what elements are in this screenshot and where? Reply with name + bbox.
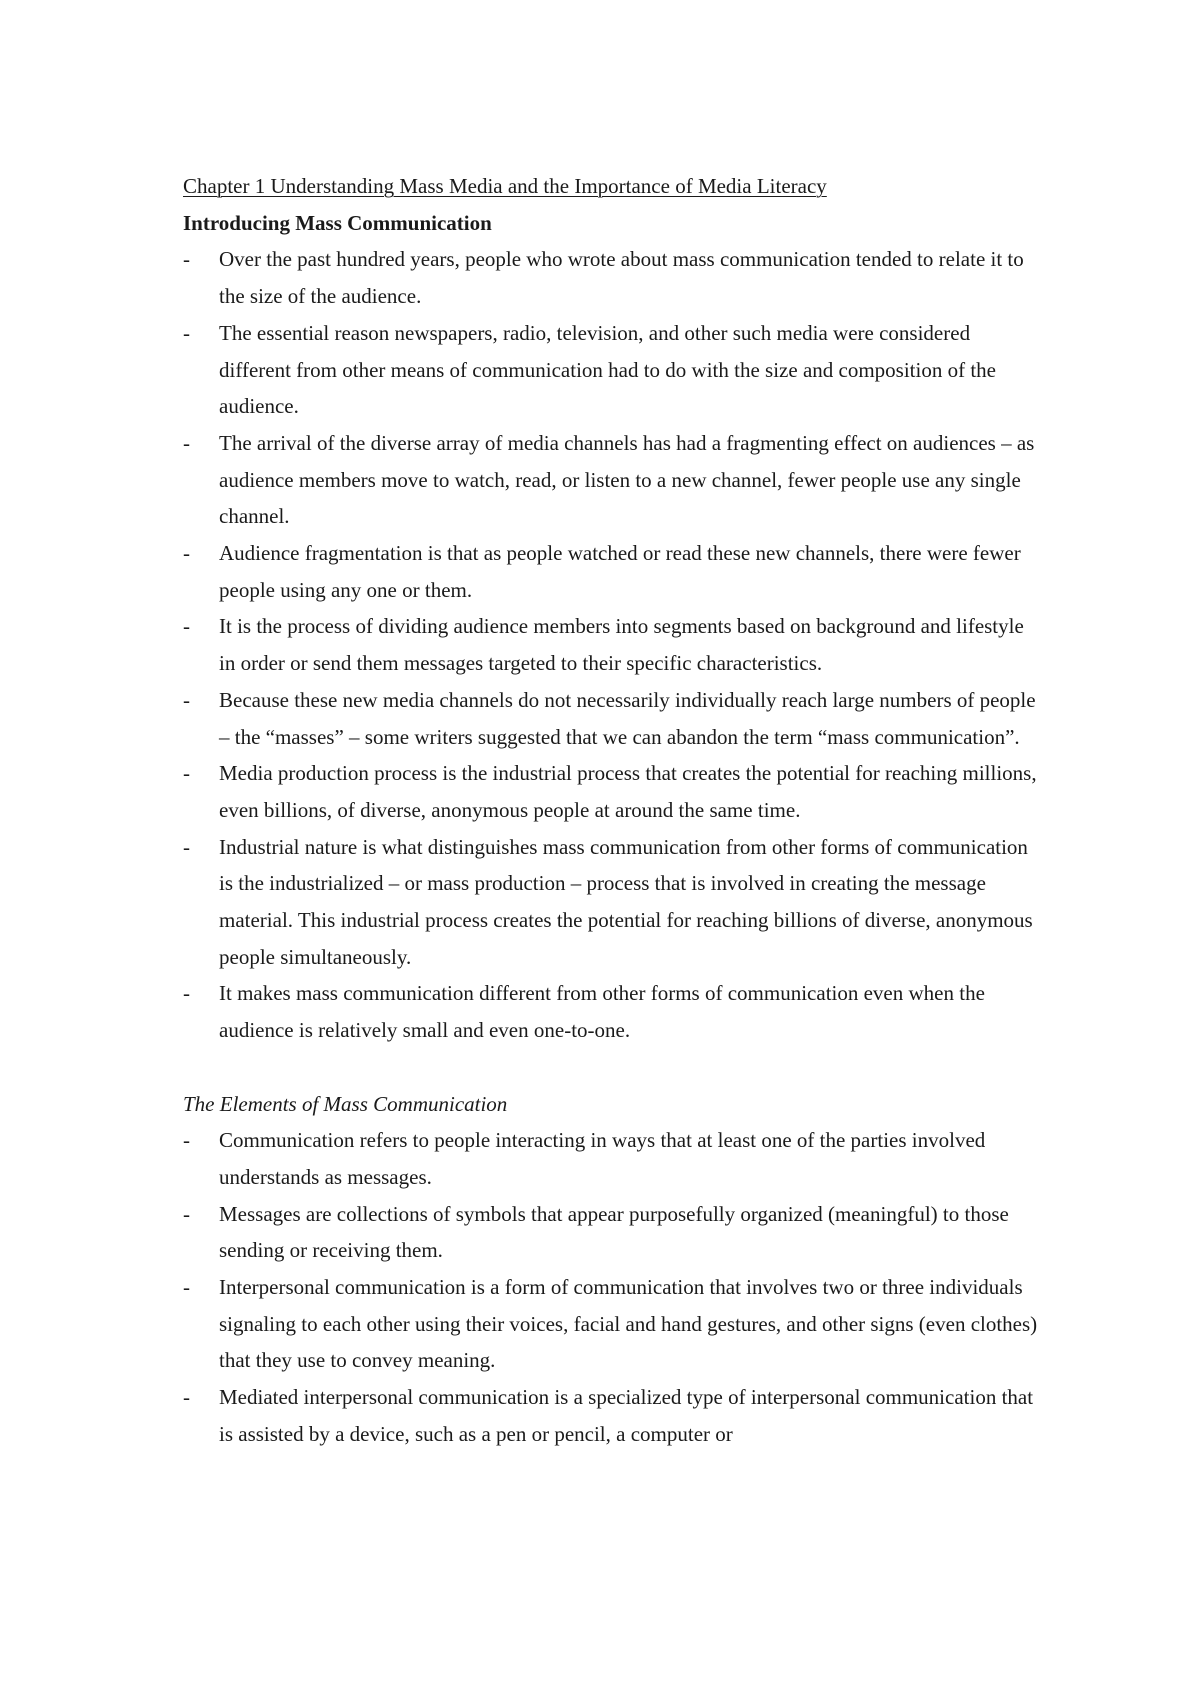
list-item — [183, 1379, 1043, 1452]
list-item — [183, 315, 1043, 425]
bullet-list-elements — [183, 1122, 1043, 1452]
list-item-text: Communication refers to people interacting in ways that at least one of the parties involved understands as messages. — [219, 1128, 986, 1189]
list-item-text: Industrial nature is what distinguishes mass communication from other forms of communication is the industrialized – or mass production – process that is involved in creating the message material. This industrial process creates the potential for reaching billions of diverse, anonymous people simultaneously. — [219, 834, 1033, 969]
section-heading-introducing: Introducing Mass Communication — [183, 210, 492, 235]
list-item-text: Media production process is the industrial process that creates the potential for reaching millions, even billions, of diverse, anonymous people at around the same time. — [219, 761, 1037, 822]
list-item — [183, 535, 1043, 608]
list-item-text: It makes mass communication different from other forms of communication even when the audience is relatively small and even one-to-one. — [219, 981, 985, 1043]
list-item-text: Because these new media channels do not necessarily individually reach large numbers of people – the “masses” – some writers suggested that we can abandon the term “mass communication”. — [219, 687, 1036, 749]
document-body — [183, 168, 1043, 1453]
list-item-text: Interpersonal communication is a form of communication that involves two or three individuals signaling to each other using their voices, facial and hand gestures, and other signs (even clothes) that they use to convey meaning. — [219, 1275, 1038, 1373]
bullet-marker: - — [183, 1201, 190, 1226]
list-item-text: The arrival of the diverse array of media channels has had a fragmenting effect on audiences – as audience members move to watch, read, or listen to a new channel, fewer people use any single channel. — [219, 430, 1035, 529]
bullet-marker: - — [183, 320, 190, 345]
chapter-title: Chapter 1 Understanding Mass Media and the Importance of Media Literacy — [183, 174, 827, 198]
list-item — [183, 755, 1043, 828]
list-item — [183, 682, 1043, 755]
bullet-marker: - — [183, 761, 190, 786]
bullet-marker: - — [183, 1275, 190, 1300]
bullet-marker: - — [183, 981, 190, 1006]
list-item — [183, 1196, 1043, 1269]
list-item — [183, 425, 1043, 535]
bullet-marker: - — [183, 1128, 190, 1153]
list-item-text: Mediated interpersonal communication is a specialized type of interpersonal communication that is assisted by a device, such as a pen or pencil, a computer or — [219, 1385, 1034, 1446]
bullet-marker: - — [183, 687, 190, 712]
bullet-marker: - — [183, 541, 190, 566]
list-item-text: It is the process of dividing audience members into segments based on background and lifestyle in order or send them messages targeted to their specific characteristics. — [219, 614, 1024, 676]
bullet-marker: - — [183, 1385, 190, 1410]
list-item — [183, 829, 1043, 976]
list-item-text: The essential reason newspapers, radio, television, and other such media were considered different from other means of communication had to do with the size and composition of the audience. — [219, 320, 996, 419]
bullet-marker: - — [183, 614, 190, 639]
list-item — [183, 1269, 1043, 1379]
list-item-text: Audience fragmentation is that as people watched or read these new channels, there were fewer people using any one or them. — [219, 541, 1021, 602]
bullet-marker: - — [183, 834, 190, 859]
bullet-marker: - — [183, 430, 190, 455]
bullet-marker: - — [183, 247, 190, 272]
list-item — [183, 1122, 1043, 1195]
list-item — [183, 975, 1043, 1048]
list-item-text: Messages are collections of symbols that appear purposefully organized (meaningful) to those sending or receiving them. — [219, 1201, 1009, 1263]
list-item-text: Over the past hundred years, people who wrote about mass communication tended to relate it to the size of the audience. — [219, 247, 1024, 309]
list-item — [183, 241, 1043, 314]
bullet-list-introducing — [183, 241, 1043, 1048]
section-heading-elements: The Elements of Mass Communication — [183, 1091, 508, 1116]
list-item — [183, 608, 1043, 681]
